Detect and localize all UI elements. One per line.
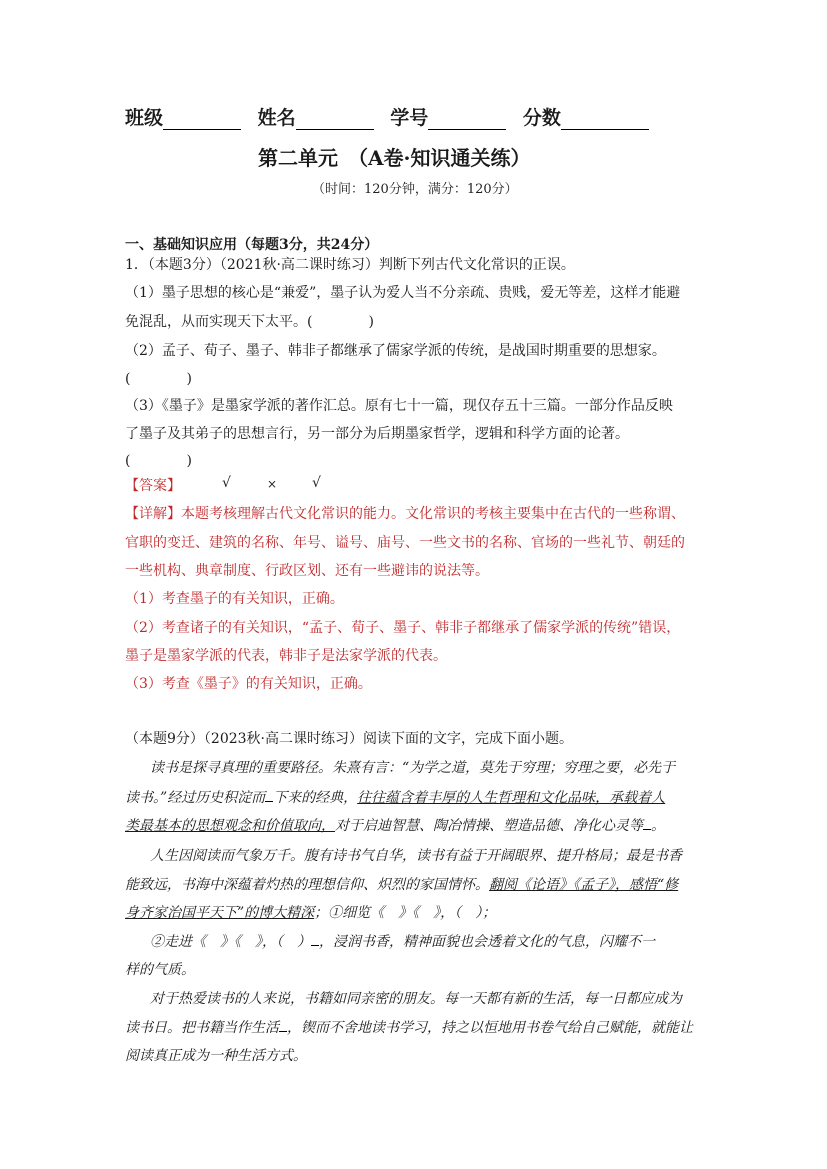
detail-label: 【详解】 [125, 506, 181, 522]
name-blank[interactable] [296, 109, 374, 130]
header-info [125, 103, 649, 130]
passage-p4-line2 [125, 1017, 693, 1037]
answer-mark-3: √ [312, 475, 321, 491]
class-blank[interactable] [163, 109, 241, 130]
blank-mark [265, 801, 273, 802]
passage-p1-line3 [125, 815, 665, 835]
passage-p2-line2 [125, 874, 678, 894]
q1-stem: 1．（本题3分）（2021秋·高二课时练习）判断下列古代文化常识的正误。 [125, 257, 575, 273]
passage-p2-line3 [125, 902, 496, 922]
passage-p2-line1: 人生因阅读而气象万千。腹有诗书气自华，读书有益于开阔眼界、提升格局；最是书香 [150, 848, 682, 864]
blank-mark [279, 1031, 287, 1032]
detail-line6: 墨子是墨家学派的代表，韩非子是法家学派的代表。 [125, 648, 447, 664]
passage-text: 对于启迪智慧、陶冶情操、塑造品德、净化心灵等 [335, 818, 643, 834]
passage-text: 读书日。把书籍当作生活 [125, 1020, 279, 1036]
q1-item3-line2: 了墨子及其弟子的思想言行，另一部分为后期墨家哲学，逻辑和科学方面的论著。 [125, 426, 629, 442]
passage-text: 能致远，书海中深蕴着灼热的理想信仰、炽烈的家国情怀。 [125, 877, 489, 893]
page-title: 第二单元 （A卷·知识通关练） [258, 146, 531, 170]
blank-mark [643, 829, 651, 830]
blank-mark [311, 945, 319, 946]
passage-p3-line1 [150, 931, 655, 951]
name-label: 姓名 [257, 107, 296, 129]
passage-text: ，锲而不舍地读书学习，持之以恒地用书卷气给自己赋能，就能让 [287, 1020, 693, 1036]
q1-item2-line1: （2）孟子、荀子、墨子、韩非子都继承了儒家学派的传统，是战国时期重要的思想家。 [125, 343, 666, 359]
q1-item1-line1: （1）墨子思想的核心是“兼爱”，墨子认为爱人当不分亲疏、贵贱，爱无等差，这样才能避 [125, 285, 681, 301]
class-label: 班级 [125, 107, 164, 129]
passage-text: ；①细览《 》《 》，（ ）； [314, 905, 497, 921]
passage-p4-line1: 对于热爱读书的人来说，书籍如同亲密的朋友。每一天都有新的生活，每一日都应成为 [150, 991, 682, 1007]
detail-line1 [125, 503, 685, 523]
passage-text: ②走进《 》《 》，（ ） [150, 934, 311, 950]
passage-p1-line2 [125, 787, 665, 807]
page-subtitle: （时间：120分钟，满分：120分） [312, 182, 518, 197]
passage-text: 。 [651, 818, 665, 834]
score-blank[interactable] [561, 109, 649, 130]
answer-mark-2: × [267, 477, 278, 491]
score-label: 分数 [522, 107, 561, 129]
passage-text: 下来的经典， [273, 790, 358, 806]
answer-label: 【答案】 [125, 478, 181, 494]
q1-item3-line1: （3）《墨子》是墨家学派的著作汇总。原有七十一篇，现仅存五十三篇。一部分作品反映 [125, 398, 673, 414]
q2-stem: （本题9分）（2023秋·高二课时练习）阅读下面的文字，完成下面小题。 [125, 731, 573, 747]
underlined-sentence: 翻阅《论语》《孟子》，感悟“修 [489, 877, 679, 893]
detail-line7: （3）考查《墨子》的有关知识，正确。 [125, 676, 372, 692]
section1-heading: 一、基础知识应用（每题3分，共24分） [125, 237, 379, 253]
passage-p4-line3: 阅读真正成为一种生活方式。 [125, 1048, 307, 1064]
underlined-sentence: 身齐家治国平天下”的博大精深 [125, 905, 315, 921]
answer-row [125, 475, 321, 495]
q1-item1-line2: 免混乱，从而实现天下太平。( ) [125, 314, 374, 330]
id-label: 学号 [390, 107, 429, 129]
q1-item3-line3: ( ) [125, 453, 192, 469]
detail-text1: 本题考核理解古代文化常识的能力。文化常识的考核主要集中在古代的一些称谓、 [181, 506, 685, 522]
underlined-sentence: 往往蕴含着丰厚的人生哲理和文化品味，承载着人 [357, 790, 666, 806]
detail-line4: （1）考查墨子的有关知识，正确。 [125, 591, 344, 607]
passage-text: ，浸润书香，精神面貌也会透着文化的气息，闪耀不一 [319, 934, 655, 950]
underlined-sentence: 类最基本的思想观念和价值取向， [125, 818, 335, 834]
passage-p1-line1: 读书是探寻真理的重要路径。朱熹有言：“为学之道，莫先于穷理；穷理之要，必先于 [150, 760, 676, 776]
detail-line2: 官职的变迁、建筑的名称、年号、谥号、庙号、一些文书的名称、官场的一些礼节、朝廷的 [125, 535, 685, 551]
passage-text: 读书。”经过历史积淀而 [125, 790, 266, 806]
answer-mark-1: √ [222, 475, 231, 491]
q1-item2-line2: ( ) [125, 371, 192, 387]
id-blank[interactable] [428, 109, 506, 130]
passage-p3-line2: 样的气质。 [125, 962, 195, 978]
detail-line5: （2）考查诸子的有关知识，“孟子、荀子、墨子、韩非子都继承了儒家学派的传统”错误， [125, 620, 681, 636]
detail-line3: 一些机构、典章制度、行政区划、还有一些避讳的说法等。 [125, 563, 489, 579]
